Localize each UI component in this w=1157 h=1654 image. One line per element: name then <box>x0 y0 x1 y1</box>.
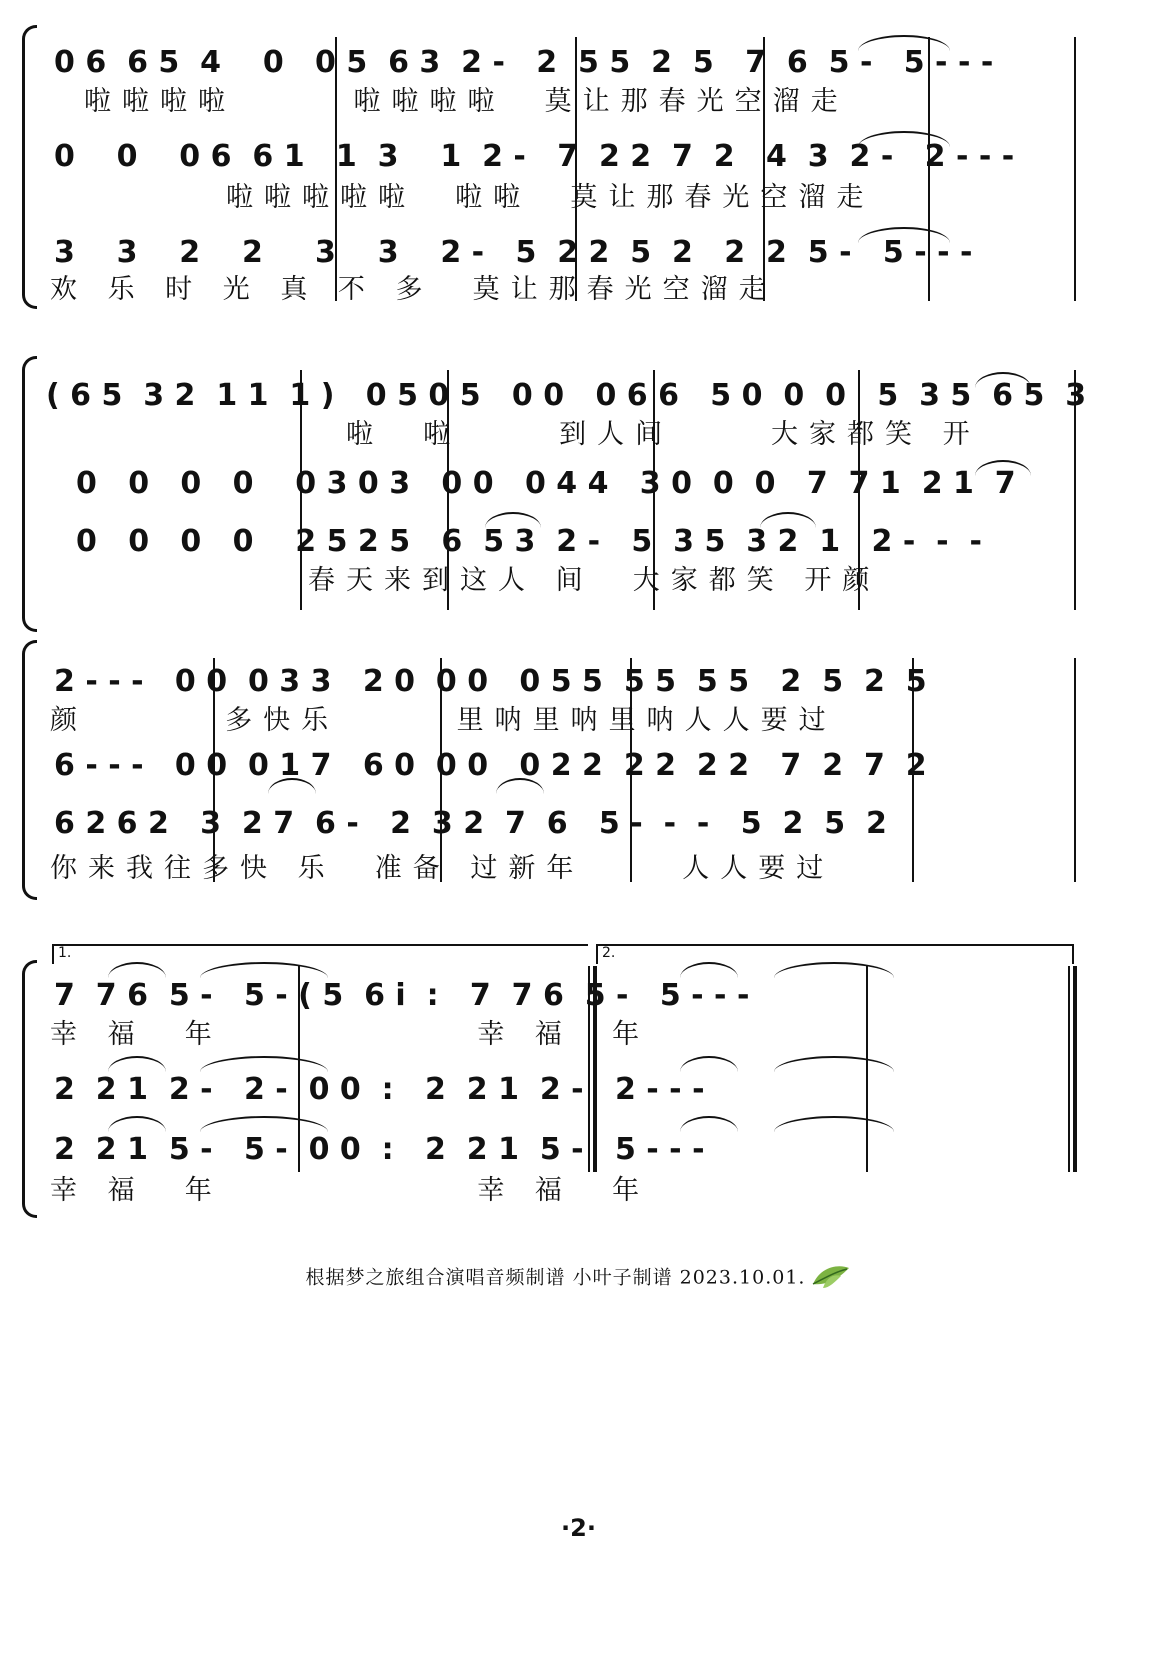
lyric-line: 啦啦啦啦 啦啦啦啦 莫让那春光空溜走 <box>84 86 849 117</box>
soprano-lyrics <box>50 1018 1130 1052</box>
notation-line: 2 2 1 5 - 5 - 0 0 : 2 2 1 5 - 5 - - - <box>54 1132 705 1167</box>
soprano-lyrics <box>50 85 1130 119</box>
notation-line: ( 6 5 3 2 1 1 1 ) 0 5 0 5 0 0 0 6 6 5 0 0 0 5 3 5 6 5 3 <box>46 378 1087 413</box>
lyric-line: 颜 多快乐 里呐里呐里呐人人要过 <box>50 705 837 736</box>
system-brace <box>22 25 37 309</box>
system-brace <box>22 356 37 632</box>
soprano-notes <box>50 43 1130 83</box>
notation-line: 3 3 2 2 3 3 2 - 5 2 2 5 2 2 2 5 - 5 - - - <box>54 235 973 270</box>
notation-line: 0 0 0 6 6 1 1 3 1 2 - 7 2 2 7 2 4 3 2 - 2 - - - <box>54 139 1015 174</box>
bass-lyrics <box>50 1174 1130 1208</box>
alto-notes <box>50 137 1130 177</box>
alto-notes <box>50 746 1130 786</box>
alto-notes <box>50 1070 1130 1110</box>
notation-line: 0 0 0 0 0 3 0 3 0 0 0 4 4 3 0 0 0 7 7 1 2 1 7 <box>76 466 1016 501</box>
notation-line: 2 2 1 2 - 2 - 0 0 : 2 2 1 2 - 2 - - - <box>54 1072 705 1107</box>
page-number: ·2· <box>561 1514 596 1542</box>
lyric-line: 啦 啦 到人间 大家都笑 开 <box>346 419 981 450</box>
notation-line: 0 6 6 5 4 0 0 5 6 3 2 - 2 5 5 2 5 7 6 5 - 5 - - - <box>54 45 994 80</box>
notation-line: 2 - - - 0 0 0 3 3 2 0 0 0 0 5 5 5 5 5 5 2 5 2 5 <box>54 664 927 699</box>
second-ending-bracket <box>596 944 1074 964</box>
alto-notes <box>50 464 1130 504</box>
bass-notes <box>50 804 1130 844</box>
system-brace <box>22 960 37 1218</box>
lyric-line: 幸 福 年 幸 福 年 <box>50 1175 651 1206</box>
lyric-line: 你来我往多快 乐 准备 过新年 人人要过 <box>50 853 835 884</box>
leaf-icon <box>809 1262 851 1295</box>
bass-notes <box>50 522 1130 562</box>
soprano-notes <box>46 376 1130 416</box>
lyric-line: 幸 福 年 幸 福 年 <box>50 1019 651 1050</box>
notation-line: 6 - - - 0 0 0 1 7 6 0 0 0 0 2 2 2 2 2 2 7 2 7 2 <box>54 748 927 783</box>
transcription-credit <box>0 1262 1157 1295</box>
bass-lyrics <box>50 852 1130 886</box>
first-ending-bracket <box>52 944 588 964</box>
soprano-lyrics <box>50 418 1130 452</box>
lyric-line: 欢 乐 时 光 真 不 多 莫让那春光空溜走 <box>50 274 777 305</box>
bass-lyrics <box>50 273 1130 307</box>
notation-line: 0 0 0 0 2 5 2 5 6 5 3 2 - 5 3 5 3 2 1 2 - - - <box>76 524 982 559</box>
lyric-line: 啦啦啦啦啦 啦啦 莫让那春光空溜走 <box>226 182 875 213</box>
second-ending-label: 2. <box>602 945 616 961</box>
bass-notes <box>50 233 1130 273</box>
system-brace <box>22 640 37 900</box>
credit-text: 根据梦之旅组合演唱音频制谱 小叶子制谱 2023.10.01. <box>305 1266 806 1289</box>
soprano-notes <box>50 662 1130 702</box>
soprano-lyrics <box>50 704 1130 738</box>
alto-lyrics <box>50 181 1130 215</box>
first-ending-label: 1. <box>58 945 72 961</box>
soprano-notes <box>50 976 1130 1016</box>
notation-line: 7 7 6 5 - 5 - ( 5 6 i : 7 7 6 5 - 5 - - - <box>54 978 750 1013</box>
notation-line: 6 2 6 2 3 2 7 6 - 2 3 2 7 6 5 - - - 5 2 5 2 <box>54 806 887 841</box>
lyric-line: 春天来到这人 间 大家都笑 开颜 <box>308 565 881 596</box>
bass-notes <box>50 1130 1130 1170</box>
bass-lyrics <box>50 564 1130 598</box>
